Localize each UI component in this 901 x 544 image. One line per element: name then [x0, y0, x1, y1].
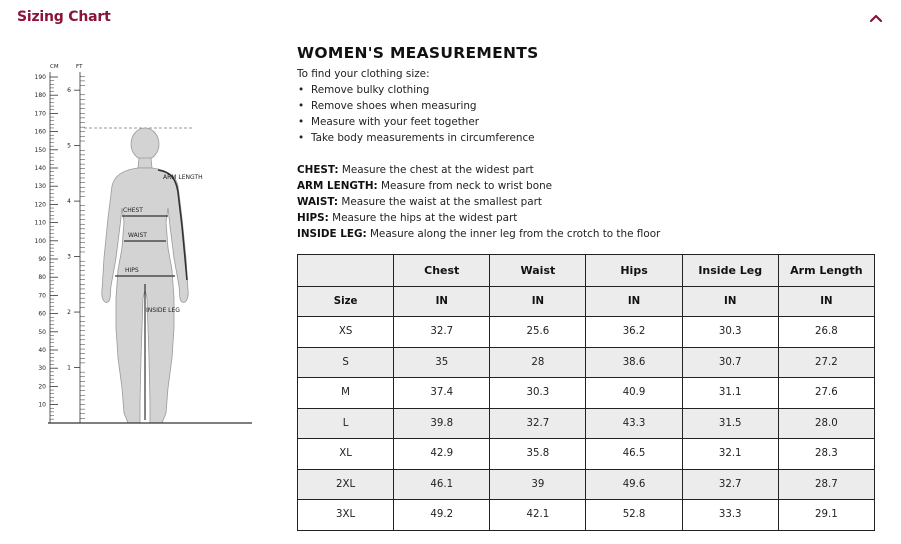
table-cell: 38.6 — [586, 347, 682, 378]
table-cell: 40.9 — [586, 378, 682, 409]
cm-tick-label: 90 — [38, 256, 46, 263]
arm-length-label: ARM LENGTH — [163, 174, 203, 181]
intro-text: To find your clothing size: — [297, 68, 430, 80]
table-cell: 42.9 — [394, 439, 490, 470]
table-cell: 49.6 — [586, 469, 682, 500]
table-cell: 30.3 — [490, 378, 586, 409]
cm-tick-label: 110 — [34, 219, 46, 227]
table-row — [298, 378, 875, 409]
table-row — [298, 469, 875, 500]
table-cell: 37.4 — [394, 378, 490, 409]
table-cell: L — [298, 408, 394, 439]
table-cell: 36.2 — [586, 317, 682, 348]
cm-tick-label: 140 — [34, 165, 46, 172]
table-units-row — [298, 287, 875, 317]
table-cell: 25.6 — [490, 317, 586, 348]
table-cell: Size — [298, 287, 394, 317]
measurements-heading: WOMEN'S MEASUREMENTS — [297, 44, 539, 62]
table-cell: 32.7 — [394, 317, 490, 348]
definition-inside-leg: INSIDE LEG: Measure along the inner leg from the crotch to the floor — [297, 228, 661, 240]
table-header-cell: Arm Length — [778, 255, 874, 287]
table-cell: IN — [394, 287, 490, 317]
ft-tick-label: 4 — [67, 198, 71, 206]
table-cell: 39.8 — [394, 408, 490, 439]
cm-tick-label: 60 — [38, 310, 46, 318]
size-table — [297, 254, 875, 531]
table-header-row — [298, 255, 875, 287]
table-cell: XL — [298, 439, 394, 470]
height-ruler — [35, 72, 85, 423]
list-item: • Measure with your feet together — [297, 114, 877, 130]
cm-tick-label: 20 — [38, 383, 46, 391]
definition-hips: HIPS: Measure the hips at the widest part — [297, 212, 518, 224]
chevron-up-icon[interactable] — [866, 9, 886, 27]
table-cell: 28 — [490, 347, 586, 378]
table-cell: 28.7 — [778, 469, 874, 500]
table-cell: 28.0 — [778, 408, 874, 439]
table-cell: IN — [586, 287, 682, 317]
table-cell: 30.7 — [682, 347, 778, 378]
cm-tick-label: 150 — [34, 146, 46, 154]
ft-tick-label: 5 — [67, 142, 71, 150]
cm-tick-label: 30 — [38, 365, 46, 373]
cm-tick-label: 160 — [34, 128, 46, 136]
body-measurement-figure — [22, 58, 262, 438]
table-header-cell — [298, 255, 394, 287]
cm-tick-label: 50 — [38, 328, 46, 336]
table-cell: 27.6 — [778, 378, 874, 409]
table-cell: S — [298, 347, 394, 378]
waist-label: WAIST — [128, 232, 147, 239]
table-row — [298, 439, 875, 470]
inside-leg-label: INSIDE LEG — [146, 307, 180, 314]
table-cell: XS — [298, 317, 394, 348]
table-cell: 43.3 — [586, 408, 682, 439]
list-item: • Take body measurements in circumference — [297, 130, 877, 146]
sizing-chart-title: Sizing Chart — [17, 9, 111, 25]
ft-tick-label: 1 — [67, 364, 71, 372]
body-figure-illustration — [22, 58, 262, 438]
table-cell: M — [298, 378, 394, 409]
list-item: • Remove shoes when measuring — [297, 98, 877, 114]
list-item: • Remove bulky clothing — [297, 82, 877, 98]
ft-tick-label: 6 — [67, 87, 71, 95]
hips-label: HIPS — [125, 267, 139, 274]
table-cell: 42.1 — [490, 500, 586, 531]
measurement-instructions — [297, 44, 877, 242]
table-header-cell: Chest — [394, 255, 490, 287]
table-cell: IN — [778, 287, 874, 317]
table-cell: 35.8 — [490, 439, 586, 470]
definition-chest: CHEST: Measure the chest at the widest part — [297, 164, 534, 176]
table-cell: 52.8 — [586, 500, 682, 531]
table-header-cell: Hips — [586, 255, 682, 287]
table-cell: 29.1 — [778, 500, 874, 531]
table-cell: 32.1 — [682, 439, 778, 470]
cm-tick-label: 120 — [34, 201, 46, 209]
cm-tick-label: 180 — [34, 92, 46, 100]
cm-tick-label: 190 — [34, 74, 46, 81]
definition-waist: WAIST: Measure the waist at the smallest part — [297, 196, 542, 208]
cm-tick-label: 80 — [38, 274, 46, 282]
table-cell: 49.2 — [394, 500, 490, 531]
table-cell: 31.5 — [682, 408, 778, 439]
ft-tick-label: 3 — [67, 253, 71, 261]
table-header-cell: Inside Leg — [682, 255, 778, 287]
table-cell: 33.3 — [682, 500, 778, 531]
table-cell: 30.3 — [682, 317, 778, 348]
sizing-chart-header[interactable] — [0, 0, 901, 38]
cm-tick-label: 40 — [38, 347, 46, 354]
table-cell: 39 — [490, 469, 586, 500]
table-cell: 27.2 — [778, 347, 874, 378]
cm-tick-label: 130 — [34, 183, 46, 191]
table-row — [298, 500, 875, 531]
table-row — [298, 408, 875, 439]
instruction-list — [297, 82, 877, 146]
cm-tick-label: 10 — [38, 401, 46, 409]
table-cell: 3XL — [298, 500, 394, 531]
table-cell: 26.8 — [778, 317, 874, 348]
table-header-cell: Waist — [490, 255, 586, 287]
definition-arm-length: ARM LENGTH: Measure from neck to wrist bone — [297, 180, 553, 192]
table-cell: 32.7 — [490, 408, 586, 439]
table-cell: 32.7 — [682, 469, 778, 500]
ft-label: FT — [76, 64, 83, 70]
ft-tick-label: 2 — [67, 309, 71, 317]
cm-tick-label: 70 — [38, 292, 46, 300]
table-cell: 28.3 — [778, 439, 874, 470]
table-cell: IN — [682, 287, 778, 317]
table-cell: 31.1 — [682, 378, 778, 409]
table-row — [298, 347, 875, 378]
chest-label: CHEST — [123, 207, 143, 214]
measurement-definitions — [297, 162, 877, 242]
table-cell: IN — [490, 287, 586, 317]
table-cell: 46.1 — [394, 469, 490, 500]
cm-tick-label: 170 — [34, 110, 46, 118]
table-cell: 2XL — [298, 469, 394, 500]
table-cell: 35 — [394, 347, 490, 378]
table-cell: 46.5 — [586, 439, 682, 470]
cm-label: CM — [50, 64, 59, 70]
cm-tick-label: 100 — [34, 237, 46, 245]
table-row — [298, 317, 875, 348]
